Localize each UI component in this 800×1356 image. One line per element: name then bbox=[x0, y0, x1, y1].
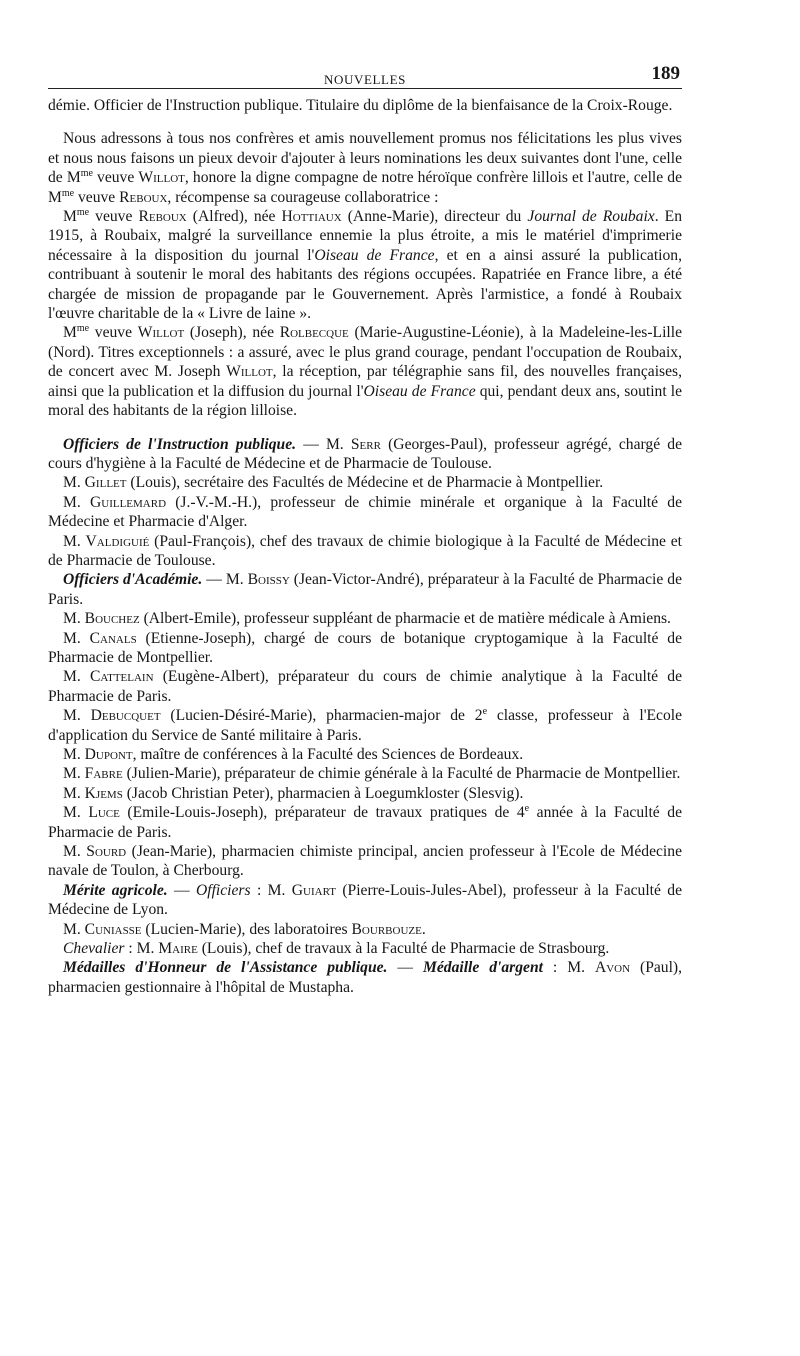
paragraph: Officiers d'Académie. — M. Boissy (Jean-Victor-André), préparateur à la Faculté de Pharmacie de Paris. bbox=[48, 571, 682, 608]
page-header bbox=[48, 62, 682, 89]
paragraph: M. Fabre (Julien-Marie), préparateur de chimie générale à la Faculté de Pharmacie de Montpellier. bbox=[63, 765, 681, 783]
paragraph: Médailles d'Honneur de l'Assistance publique. — Médaille d'argent : M. Avon (Paul), pharmacien gestionnaire à l'hôpital de Mustapha. bbox=[48, 959, 683, 996]
paragraph: $M^{me}$ veuve Willot (Joseph), née Rolbecque (Marie-Augustine-Léonie), à la Madeleine-les-Lille (Nord). Titres exceptionnels : a assuré, avec le plus grand courage, pendant l'occupation de Roubaix, de concert avec M. Joseph Willot, la réception, par télégraphie sans fil, des nouvelles françaises, ainsi que la publication et la diffusion du journal l'Oiseau de France qui, pendant deux ans, soutint le moral des habitants de la région lilloise. bbox=[48, 323, 682, 420]
page-number: 189 bbox=[651, 63, 680, 84]
body-text bbox=[48, 96, 682, 997]
paragraph: M. Dupont, maître de conférences à la Faculté des Sciences de Bordeaux. bbox=[63, 746, 524, 763]
paragraph: $M^{me}$ veuve Reboux (Alfred), née Hottiaux (Anne-Marie), directeur du Journal de Roubaix. En 1915, à Roubaix, malgré la surveillance ennemie la plus étroite, a mis le matériel d'imprimerie nécessaire à la disposition du journal l'Oiseau de France, et en a ainsi assuré la publication, contribuant à soutenir le moral des habitants des régions occupées. Rapatriée en France libre, a été chargée de mission de propagande par le Gouvernement. Après l'armistice, a fondé à Roubaix l'œuvre charitable de la « Livre de laine ». bbox=[48, 206, 682, 323]
paragraph: Mérite agricole. — Officiers : M. Guiart (Pierre-Louis-Jules-Abel), professeur à la Faculté de Médecine de Lyon. bbox=[48, 881, 683, 919]
paragraph: Nous adressons à tous nos confrères et amis nouvellement promus nos félicitations les plus vives et nous nous faisons un pieux devoir d'ajouter à leurs nominations les deux suivantes dont l'une, celle de $M^{me}$ veuve Willot, honore la digne compagne de notre héroïque confrère lillois et l'autre, celle de $M^{me}$ veuve Reboux, récompense sa courageuse collaboratrice : bbox=[48, 130, 683, 206]
paragraph: M. Valdiguié (Paul-François), chef des travaux de chimie biologique à la Faculté de Médecine et de Pharmacie de Toulouse. bbox=[48, 532, 682, 569]
paragraph: M. Cattelain (Eugène-Albert), préparateur du cours de chimie analytique à la Faculté de Pharmacie de Paris. bbox=[48, 668, 682, 705]
paragraph: M. Gillet (Louis), secrétaire des Facultés de Médecine et de Pharmacie à Montpellier. bbox=[63, 474, 604, 492]
document-page bbox=[48, 62, 682, 997]
paragraph: M. Debucquet (Lucien-Désiré-Marie), pharmacien-major de 2e classe, professeur à l'Ecole d'application du Service de Santé militaire à Paris. bbox=[48, 706, 682, 744]
paragraph: M. Kjems (Jacob Christian Peter), pharmacien à Loegumkloster (Slesvig). bbox=[63, 784, 524, 802]
paragraph: M. Guillemard (J.-V.-M.-H.), professeur de chimie minérale et organique à la Faculté de Médecine et Pharmacie d'Alger. bbox=[48, 493, 682, 531]
paragraph: M. Bouchez (Albert-Emile), professeur suppléant de pharmacie et de matière médicale à Amiens. bbox=[63, 610, 671, 628]
paragraph: M. Luce (Emile-Louis-Joseph), préparateur de travaux pratiques de 4e année à la Faculté de Pharmacie de Paris. bbox=[48, 803, 682, 841]
paragraph: M. Cuniasse (Lucien-Marie), des laboratoires Bourbouze. bbox=[63, 920, 426, 938]
paragraph: démie. Officier de l'Instruction publique. Titulaire du diplôme de la bienfaisance de la Croix-Rouge. bbox=[48, 97, 673, 114]
paragraph: Officiers de l'Instruction publique. — M. Serr (Georges-Paul), professeur agrégé, chargé de cours d'hygiène à la Faculté de Médecine et de Pharmacie de Toulouse. bbox=[48, 435, 682, 472]
paragraph: M. Sourd (Jean-Marie), pharmacien chimiste principal, ancien professeur à l'Ecole de Médecine navale de Toulon, à Cherbourg. bbox=[48, 843, 682, 880]
paragraph: M. Canals (Etienne-Joseph), chargé de cours de botanique cryptogamique à la Faculté de Pharmacie de Montpellier. bbox=[48, 629, 682, 666]
running-title: NOUVELLES bbox=[324, 72, 406, 87]
paragraph: Chevalier : M. Maire (Louis), chef de travaux à la Faculté de Pharmacie de Strasbourg. bbox=[63, 940, 610, 958]
